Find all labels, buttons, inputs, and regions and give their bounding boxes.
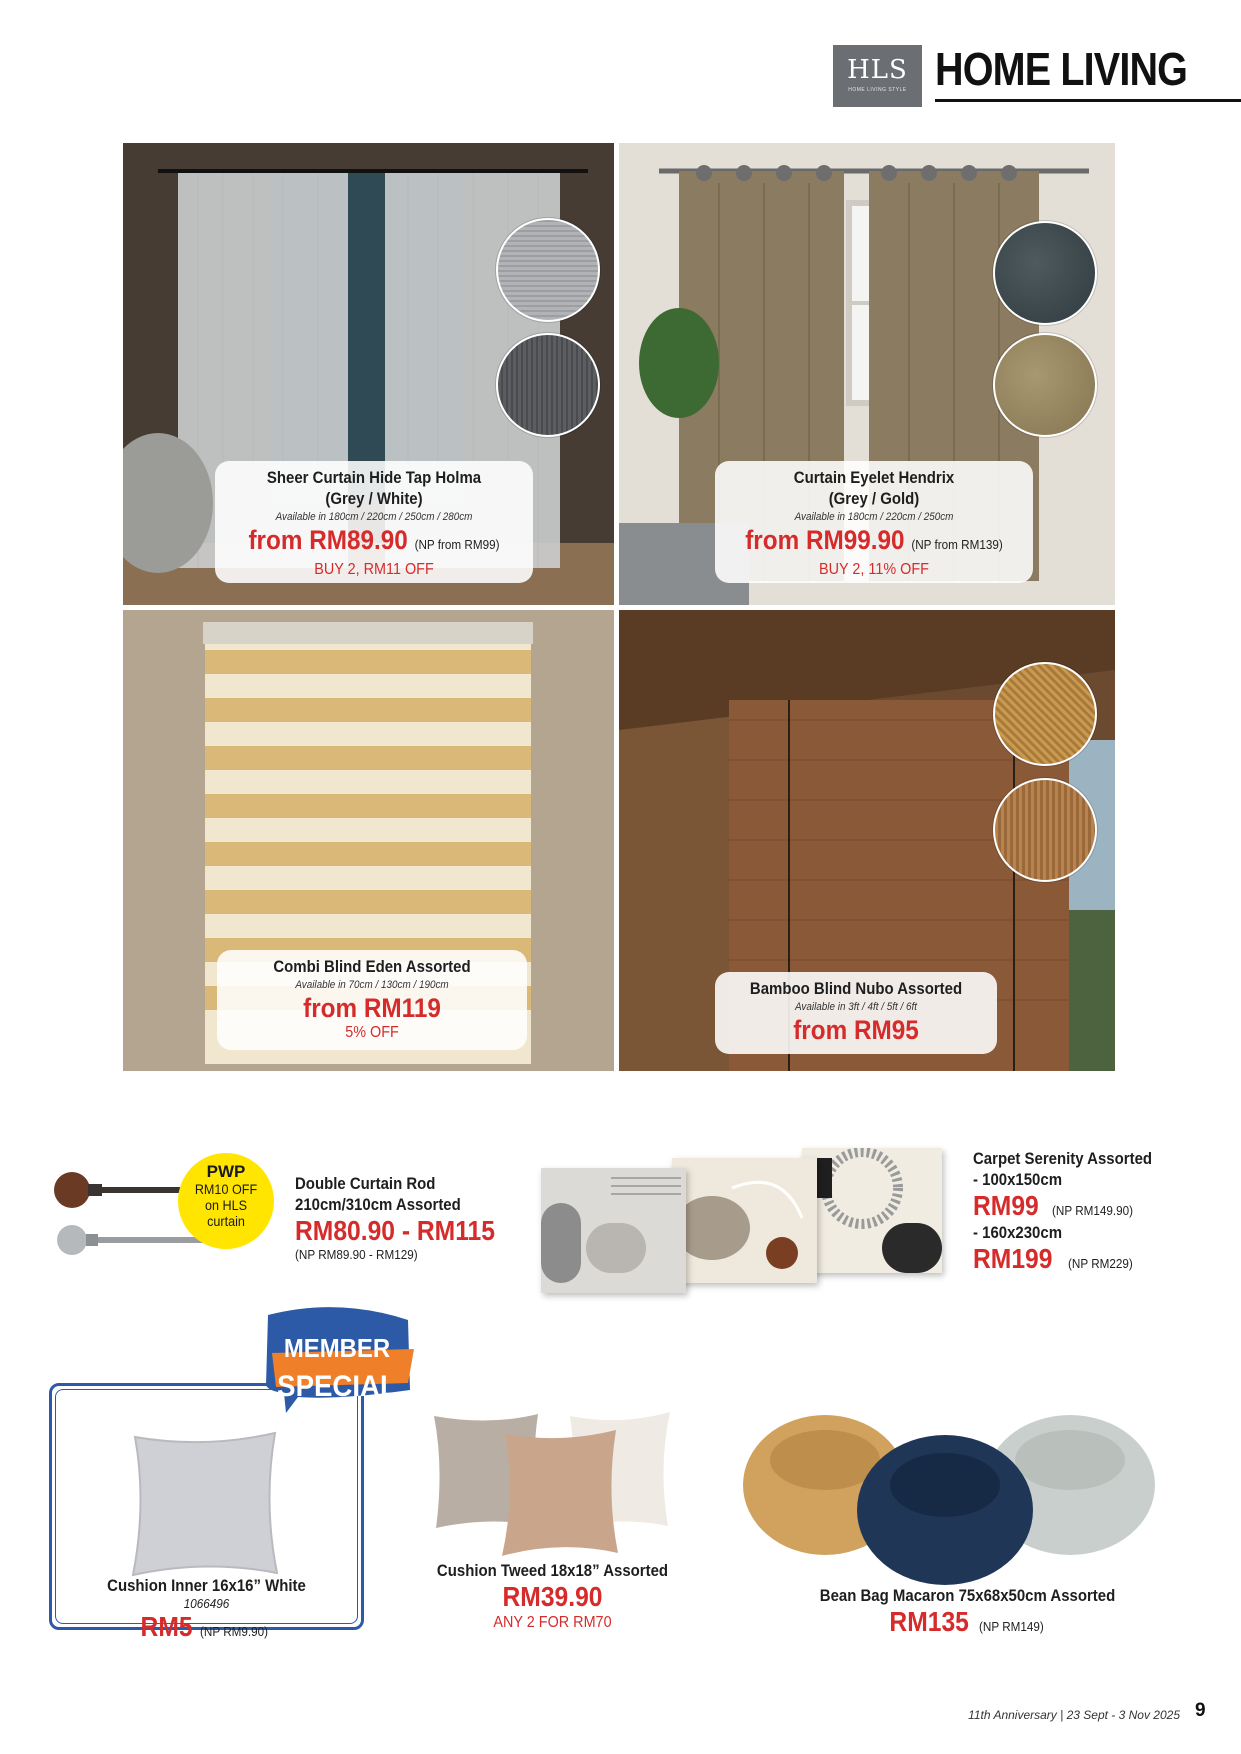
price: from RM99.90 (NP from RM139) — [745, 525, 1003, 555]
price-row — [790, 1606, 1145, 1638]
carpet-1 — [541, 1168, 686, 1293]
price-row-2 — [973, 1243, 1176, 1275]
pwp-line: curtain — [207, 1213, 245, 1229]
sheer-curtain-photo — [123, 143, 614, 605]
price: RM80.90 - RM115 — [295, 1215, 495, 1246]
member-badge-line2: SPECIAL — [277, 1370, 397, 1403]
promo: 5% OFF — [345, 1024, 399, 1041]
promo: BUY 2, 11% OFF — [819, 561, 929, 578]
page-number: 9 — [1195, 1700, 1206, 1721]
price: from RM89.90 (NP from RM99) — [248, 525, 500, 555]
carpet-pattern-2 — [672, 1158, 817, 1283]
product-name: Double Curtain Rod — [295, 1174, 436, 1193]
cushion-tweed-info — [420, 1560, 685, 1632]
product-name: Curtain Eyelet Hendrix — [793, 468, 955, 487]
normal-price-2: (NP RM229) — [1067, 1256, 1133, 1271]
footer-campaign: 11th Anniversary | 23 Sept - 3 Nov 2025 — [968, 1708, 1180, 1722]
natural-bamboo-swatch — [993, 662, 1097, 766]
carpet-info — [973, 1148, 1176, 1275]
eyelet-curtain-label — [715, 461, 1033, 583]
bean-bag-info — [790, 1585, 1145, 1638]
member-badge-line1: MEMBER — [283, 1333, 391, 1363]
sku: 1066496 — [183, 1596, 230, 1611]
product-name-2: 210cm/310cm Assorted — [295, 1195, 461, 1214]
normal-price: (NP from RM99) — [414, 537, 500, 552]
curtain-rod-info — [295, 1173, 522, 1262]
bamboo-blind-label — [715, 972, 997, 1054]
size-option-2: - 160x230cm — [973, 1223, 1063, 1242]
availability: Available in 180cm / 220cm / 250cm / 280cm — [275, 511, 473, 523]
gold-swatch — [993, 333, 1097, 437]
combi-blind-photo — [123, 610, 614, 1071]
carpet-pattern-3 — [802, 1148, 942, 1273]
cushion-tweed-image — [430, 1408, 675, 1558]
price-row — [55, 1611, 358, 1643]
product-name: Carpet Serenity Assorted — [973, 1149, 1153, 1168]
grey-white-swatch — [496, 218, 600, 322]
carpet-2 — [672, 1158, 817, 1283]
availability: Available in 3ft / 4ft / 5ft / 6ft — [794, 1001, 917, 1013]
normal-price: (NP from RM139) — [911, 537, 1003, 552]
logo-mark: HLS — [847, 55, 908, 85]
price: from RM119 — [303, 993, 441, 1023]
carpet-3 — [802, 1148, 942, 1273]
cushion-inner-info — [55, 1575, 358, 1643]
size-option-1: - 100x150cm — [973, 1170, 1063, 1189]
grey-swatch — [993, 221, 1097, 325]
product-variant: (Grey / Gold) — [828, 489, 920, 508]
promo: ANY 2 FOR RM70 — [493, 1614, 612, 1631]
price: RM39.90 — [502, 1581, 603, 1612]
eyelet-curtain-photo — [619, 143, 1115, 605]
price: RM135 — [889, 1606, 969, 1637]
price-row-1 — [973, 1190, 1176, 1222]
price-1: RM99 — [973, 1190, 1039, 1221]
product-variant: (Grey / White) — [325, 489, 423, 508]
product-name: Cushion Tweed 18x18” Assorted — [436, 1561, 669, 1580]
sheer-curtain-label — [215, 461, 533, 583]
normal-price: (NP RM149) — [978, 1619, 1044, 1634]
pwp-title: PWP — [206, 1162, 246, 1181]
product-name: Combi Blind Eden Assorted — [273, 957, 471, 976]
product-name: Bamboo Blind Nubo Assorted — [749, 979, 963, 998]
normal-price: (NP RM9.90) — [200, 1624, 269, 1639]
pwp-badge — [178, 1153, 274, 1249]
dark-grey-swatch — [496, 333, 600, 437]
product-name: Cushion Inner 16x16” White — [107, 1576, 306, 1595]
section-title: HOME LIVING — [935, 43, 1188, 95]
price: from RM95 — [793, 1015, 919, 1045]
carpet-pattern-1 — [541, 1168, 686, 1293]
availability: Available in 180cm / 220cm / 250cm — [794, 511, 954, 523]
product-name: Bean Bag Macaron 75x68x50cm Assorted — [819, 1586, 1116, 1605]
availability: Available in 70cm / 130cm / 190cm — [295, 979, 449, 991]
title-underline — [935, 99, 1241, 102]
normal-price: (NP RM89.90 - RM129) — [295, 1247, 418, 1262]
pwp-line: on HLS — [204, 1197, 248, 1213]
hls-logo — [833, 45, 922, 107]
price-2: RM199 — [973, 1243, 1053, 1274]
bean-bag-image — [740, 1390, 1160, 1590]
combi-blind-label — [217, 950, 527, 1050]
normal-price-1: (NP RM149.90) — [1052, 1203, 1134, 1218]
price: RM5 — [140, 1611, 193, 1642]
cushion-inner-image — [125, 1425, 285, 1580]
brown-bamboo-swatch — [993, 778, 1097, 882]
bamboo-blind-photo — [619, 610, 1115, 1071]
logo-subtitle: HOME LIVING STYLE — [848, 87, 907, 93]
product-name: Sheer Curtain Hide Tap Holma — [266, 468, 482, 487]
pwp-line: RM10 OFF — [194, 1181, 258, 1197]
promo: BUY 2, RM11 OFF — [314, 561, 434, 578]
